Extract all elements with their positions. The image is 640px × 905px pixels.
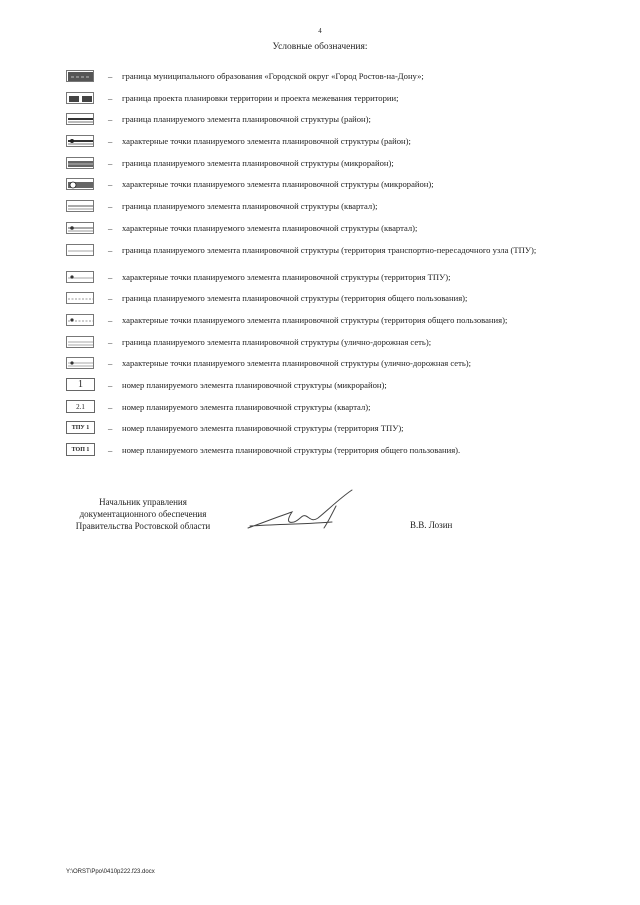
microdistrict-points-symbol (66, 178, 94, 190)
dash: – (108, 271, 113, 282)
legend-item (66, 334, 618, 356)
legend-text: граница муниципального образования «Городской округ «Город Ростов-на-Дону»; (122, 71, 424, 81)
position-line: Начальник управления (99, 497, 187, 507)
legend-text: номер планируемого элемента планировочной структуры (квартал); (122, 401, 371, 412)
legend-item (66, 111, 618, 133)
dash: – (108, 358, 113, 369)
public-area-number-badge: ТОП 1 (66, 443, 95, 456)
legend-item (66, 269, 618, 291)
signatory-position (58, 496, 228, 532)
dash: – (108, 201, 113, 212)
dash: – (108, 336, 113, 347)
legend-text: характерные точки планируемого элемента планировочной структуры (территория ТПУ); (122, 271, 451, 282)
legend-item (66, 68, 618, 90)
dash: – (108, 157, 113, 168)
legend-text: характерные точки планируемого элемента планировочной структуры (улично-дорожная сеть); (122, 358, 472, 369)
legend-text: граница планируемого элемента планировочной структуры (территория транспортно-пересадочного узла (ТПУ); (122, 244, 537, 255)
road-network-boundary-symbol (66, 336, 94, 348)
tpu-points-symbol (66, 271, 94, 283)
district-boundary-symbol (66, 113, 94, 125)
planning-project-boundary-symbol (66, 92, 94, 104)
legend-text: номер планируемого элемента планировочной структуры (территория общего пользования). (122, 445, 461, 455)
position-line: Правительства Ростовской области (75, 521, 211, 531)
dash: – (108, 92, 113, 103)
legend-text: характерные точки планируемого элемента планировочной структуры (квартал); (122, 222, 418, 233)
legend-text: граница планируемого элемента планировочной структуры (улично-дорожная сеть); (122, 336, 432, 347)
tpu-number-badge: ТПУ 1 (66, 421, 95, 434)
legend-item (66, 90, 618, 112)
road-network-points-symbol (66, 357, 94, 369)
legend-item (66, 399, 618, 421)
legend-item (66, 442, 618, 464)
legend-heading: Условные обозначения: (272, 42, 368, 52)
handwritten-signature (240, 488, 360, 538)
page-number: 4 (318, 27, 322, 35)
legend-text: номер планируемого элемента планировочной структуры (микрорайон); (122, 379, 387, 390)
file-path-footer: Y:\ORST\Ppo\0410p222.f23.docx (66, 869, 155, 875)
microdistrict-number-badge: 1 (66, 378, 95, 391)
legend-text: граница планируемого элемента планировочной структуры (микрорайон); (122, 157, 394, 168)
legend-item (66, 198, 618, 220)
legend-text: граница планируемого элемента планировочной структуры (квартал); (122, 201, 378, 212)
dash: – (108, 71, 113, 81)
dash: – (108, 293, 113, 304)
legend-text: граница проекта планировки территории и проекта межевания территории; (122, 92, 399, 103)
legend-item (66, 420, 618, 442)
legend-item (66, 355, 618, 377)
dash: – (108, 136, 113, 147)
dash: – (108, 179, 113, 190)
legend-item (66, 155, 618, 177)
legend-list (66, 68, 618, 464)
district-points-symbol (66, 135, 94, 147)
legend-item (66, 290, 618, 312)
microdistrict-boundary-symbol (66, 157, 94, 169)
legend-text: номер планируемого элемента планировочной структуры (территория ТПУ); (122, 423, 404, 434)
block-boundary-symbol (66, 200, 94, 212)
legend-item (66, 133, 618, 155)
dash: – (108, 114, 113, 125)
dash: – (108, 244, 113, 255)
dash: – (108, 379, 113, 390)
block-points-symbol (66, 222, 94, 234)
signatory-name: В.В. Лозин (410, 520, 453, 530)
dash: – (108, 222, 113, 233)
dash: – (108, 423, 113, 434)
legend-item (66, 242, 618, 269)
legend-text: характерные точки планируемого элемента планировочной структуры (территория общего пользования); (122, 314, 508, 325)
public-area-boundary-symbol (66, 292, 94, 304)
legend-text: характерные точки планируемого элемента планировочной структуры (район); (122, 136, 411, 147)
legend-item (66, 377, 618, 399)
legend-item (66, 176, 618, 198)
legend-text: граница планируемого элемента планировочной структуры (район); (122, 114, 371, 125)
dash: – (108, 401, 113, 412)
dash: – (108, 314, 113, 325)
legend-item (66, 312, 618, 334)
legend-item (66, 220, 618, 242)
municipal-boundary-symbol (66, 70, 94, 82)
public-area-points-symbol (66, 314, 94, 326)
position-line: документационного обеспечения (79, 509, 207, 519)
legend-text: граница планируемого элемента планировочной структуры (территория общего пользования); (122, 293, 468, 304)
dash: – (108, 445, 113, 455)
legend-text: характерные точки планируемого элемента планировочной структуры (микрорайон); (122, 179, 434, 190)
block-number-badge: 2.1 (66, 400, 95, 413)
tpu-boundary-symbol (66, 244, 94, 256)
